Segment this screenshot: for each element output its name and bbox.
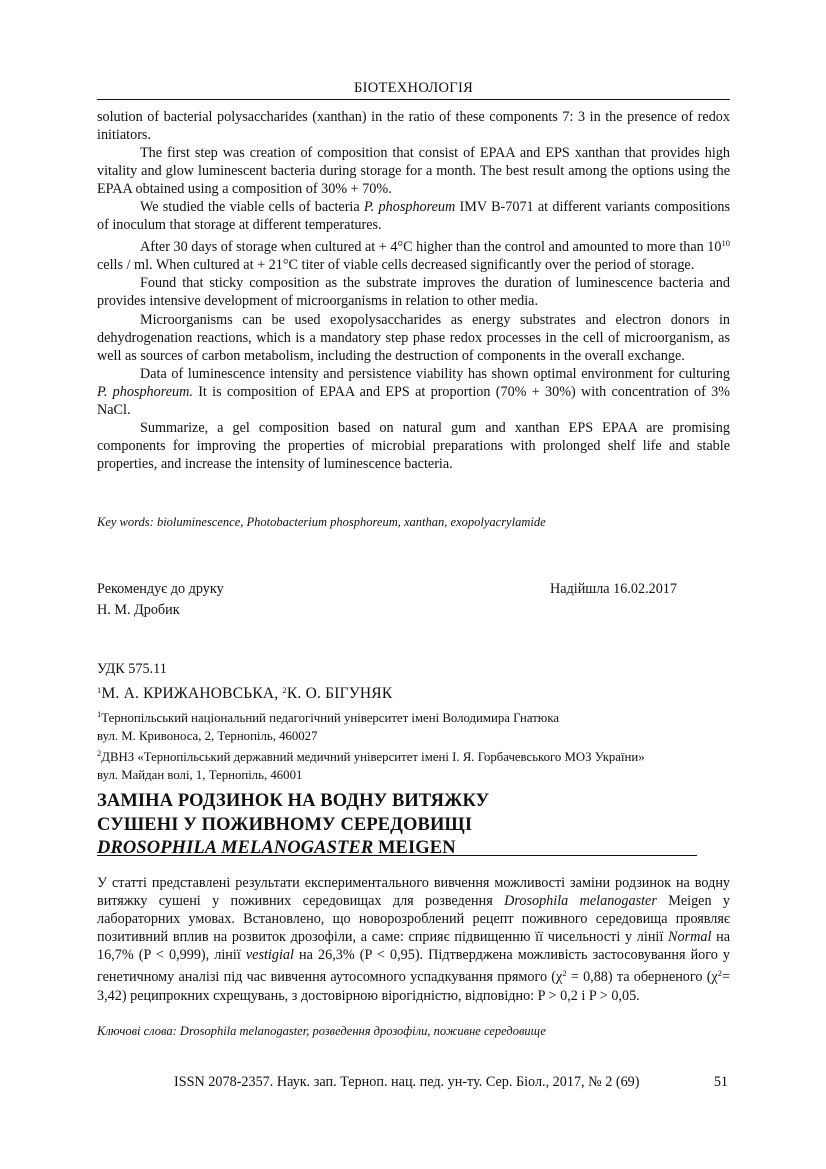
received-date: Надійшла 16.02.2017 xyxy=(550,581,677,597)
species-name: P. phosphoreum. xyxy=(97,383,193,400)
reviewer-name: Н. М. Дробик xyxy=(97,602,180,618)
affiliation-line: $^1$Тернопільський національний педагогічний університет імені Володимира Гнатюка xyxy=(97,709,560,725)
paragraph: Found that sticky composition as the substrate improves the duration of luminescence bacteria and provides intensive development of microorganisms in relation to other media. xyxy=(97,275,730,310)
summary-body xyxy=(97,108,730,473)
affiliation-line: $^2$ДВНЗ «Тернопільський державний медичний університет імені І. Я. Горбачевського МОЗ України» xyxy=(97,748,645,764)
paragraph: Microorganisms can be used exopolysaccharides as energy substrates and electron donors in dehydrogenation reactions, which is a mandatory step phase redox processes in the cell of microorganism, as well as sources of carbon metabolism, including the destruction of components in the overall exchange. xyxy=(97,311,730,364)
paragraph: Summarize, a gel composition based on natural gum and xanthan EPS EPAA are promising components for improving the properties of microbial preparations with prolonged shelf life and stable properties, and increase the intensity of luminescence bacteria. xyxy=(97,419,730,472)
exponent: 10 xyxy=(721,238,730,249)
keywords-en: Key words: bioluminescence, Photobacterium phosphoreum, xanthan, exopolyacrylamide xyxy=(97,515,546,529)
udk-code: УДК 575.11 xyxy=(97,661,167,677)
affiliations xyxy=(97,706,747,784)
page-number: 51 xyxy=(713,1074,728,1090)
recommendation-label: Рекомендує до друку xyxy=(97,581,224,597)
species-name: DROSOPHILA MELANOGASTER xyxy=(97,838,374,858)
species-name: P. phosphoreum xyxy=(363,199,456,216)
author-name: К. О. БІГУНЯК xyxy=(286,685,393,702)
keywords-ua: Ключові слова: Drosophila melanogaster, розведення дрозофіли, поживне середовище xyxy=(97,1024,546,1038)
species-name: Drosophila melanogaster xyxy=(504,893,657,910)
line-name: vestigial xyxy=(245,947,294,964)
running-header: БІОТЕХНОЛОГІЯ xyxy=(353,80,474,96)
paragraph: We studied the viable cells of bacteria P. phosphoreum IMV B-7071 at different variants compositions of inoculum that storage at different temperatures. xyxy=(97,199,730,234)
affiliation-address: вул. М. Кривоноса, 2, Тернопіль, 460027 xyxy=(97,728,318,743)
recommendation-block xyxy=(97,579,730,621)
author-name: М. А. КРИЖАНОВСЬКА, xyxy=(101,685,283,702)
affiliation-address: вул. Майдан волі, 1, Тернопіль, 46001 xyxy=(97,767,303,782)
paragraph: Data of luminescence intensity and persistence viability has shown optimal environment for culturing P. phosphoreum. It is composition of EPAA and EPS at proportion (70% + 30%) with concentration of 3% NaCl. xyxy=(97,365,730,418)
paragraph: After 30 days of storage when cultured at + 4°C higher than the control and amounted to more than $10^{10}$ cells / ml. When cultured at + 21°C titer of viable cells decreased significantly over the period of storage. xyxy=(97,238,730,274)
journal-citation: ISSN 2078-2357. Наук. зап. Терноп. нац. пед. ун-ту. Сер. Біол., 2017, № 2 (69) xyxy=(174,1074,640,1090)
authors: $^1$М. А. КРИЖАНОВСЬКА, $^2$К. О. БІГУНЯК xyxy=(97,685,393,702)
title-rule xyxy=(97,855,697,856)
article-title: ЗАМІНА РОДЗИНОК НА ВОДНУ ВИТЯЖКУ СУШЕНІ У ПОЖИВНОМУ СЕРЕДОВИЩІ DROSOPHILA MELANOGASTER MEIGEN xyxy=(97,791,490,858)
header-rule xyxy=(97,99,730,100)
paragraph: The first step was creation of composition that consist of EPAA and EPS xanthan that provides high vitality and glow luminescent bacteria during storage for a month. The best result among the options using the EPAA obtained using a composition of 30% + 70%. xyxy=(97,145,730,198)
abstract: У статті представлені результати експериментального вивчення можливості заміни родзинок на водну витяжку сушені у поживних середовищах для розведення Drosophila melanogaster Meigen у лабораторних умовах. Встановлено, що новорозроблений рецепт поживного середовища проявляє позитивний вплив на розвиток дрозофіли, а саме: сприяє підвищенню її чисельності у лінії Normal на 16,7% (P < 0,999), лінії vestigial на 26,3% (P < 0,95). Підтверджена можливість застосовування його у генетичному аналізі під час вивчення аутосомного успадкування прямого $(\chi^2 = 0,88)$ та оберненого $(\chi^2= 3,42)$ реципрокних схрещувань, з достовірною вірогідністю, відповідно: P > 0,2 і P > 0,05. xyxy=(97,875,731,1004)
paragraph: solution of bacterial polysaccharides (xanthan) in the ratio of these components 7: 3 in the presence of redox initiators. xyxy=(97,109,730,144)
line-name: Normal xyxy=(668,929,712,946)
